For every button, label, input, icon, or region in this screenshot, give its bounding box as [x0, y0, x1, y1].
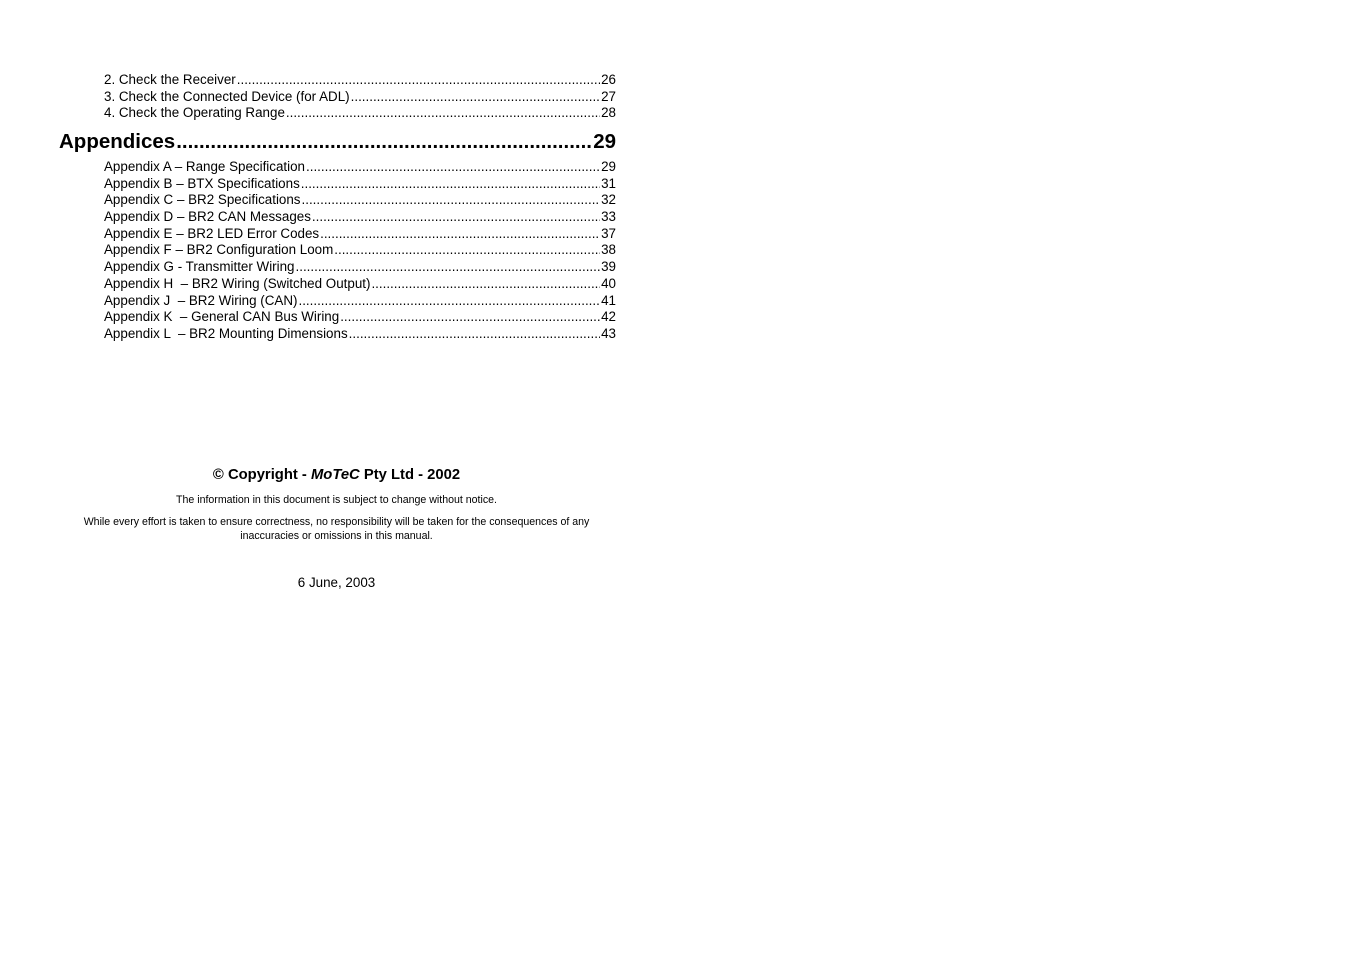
- toc-entry-page: 42: [601, 309, 616, 325]
- toc-leader-dots: [320, 226, 600, 243]
- toc-top-list: [104, 72, 616, 122]
- toc-leader-dots: [351, 89, 600, 106]
- change-notice: The information in this document is subject to change without notice.: [176, 494, 497, 506]
- disclaimer-notice: [59, 516, 614, 543]
- toc-leader-dots: [349, 326, 600, 343]
- toc-entry[interactable]: [104, 293, 616, 310]
- toc-entry[interactable]: [104, 259, 616, 276]
- toc-entry-page: 40: [601, 275, 616, 291]
- toc-entry-label: Appendix K – General CAN Bus Wiring: [104, 309, 340, 325]
- toc-entry-page: 29: [601, 159, 616, 174]
- toc-entry[interactable]: [104, 242, 616, 259]
- copyright-symbol: ©: [212, 467, 224, 483]
- toc-entry-label: Appendix H – BR2 Wiring (Switched Output): [104, 275, 371, 291]
- toc-leader-dots: [312, 209, 600, 226]
- toc-entry[interactable]: [104, 276, 616, 293]
- toc-entry[interactable]: [104, 105, 616, 122]
- toc-leader-dots: [334, 242, 600, 259]
- toc-entry-label: Appendix G - Transmitter Wiring: [104, 259, 295, 275]
- disclaimer-line: inaccuracies or omissions in this manual.: [240, 529, 433, 542]
- toc-entry-label: Appendix L – BR2 Mounting Dimensions: [104, 325, 348, 341]
- toc-entry[interactable]: [104, 309, 616, 326]
- disclaimer-line: While every effort is taken to ensure correctness, no responsibility will be taken for the consequences of any: [83, 516, 590, 528]
- toc-entry-label: Appendix D – BR2 CAN Messages: [104, 209, 311, 225]
- toc-appendix-list: [104, 159, 616, 343]
- toc-heading-page: 29: [593, 130, 616, 153]
- publication-date: 6 June, 2003: [297, 575, 376, 590]
- toc-entry[interactable]: [104, 192, 616, 209]
- toc-leader-dots: [301, 176, 600, 193]
- toc-leader-dots: [298, 293, 600, 310]
- toc-entry[interactable]: [104, 72, 616, 89]
- toc-entry-page: 31: [601, 175, 616, 191]
- toc-entry[interactable]: [104, 159, 616, 176]
- toc-entry[interactable]: [104, 89, 616, 106]
- toc-entry-page: 26: [601, 72, 616, 87]
- toc-leader-dots: [340, 309, 600, 326]
- toc-leader-dots: [296, 259, 601, 276]
- toc-entry-label: Appendix A – Range Specification: [104, 159, 306, 174]
- toc-entry-page: 33: [601, 209, 616, 225]
- toc-entry-label: Appendix F – BR2 Configuration Loom: [104, 242, 334, 258]
- copyright-suffix: Pty Ltd - 2002: [359, 467, 461, 483]
- toc-entry-label: Appendix J – BR2 Wiring (CAN): [104, 292, 298, 308]
- copyright-prefix: Copyright -: [227, 467, 311, 483]
- toc-entry[interactable]: [104, 326, 616, 343]
- company-name: MoTeC: [310, 467, 360, 483]
- toc-entry-label: Appendix B – BTX Specifications: [104, 175, 300, 191]
- toc-entry-page: 32: [601, 192, 616, 208]
- toc-heading-label: Appendices: [59, 130, 176, 153]
- toc-leader-dots: [176, 128, 591, 156]
- toc-entry-page: 27: [601, 88, 616, 104]
- toc-leader-dots: [302, 192, 601, 209]
- toc-heading-appendices[interactable]: [59, 128, 616, 156]
- toc-leader-dots: [286, 105, 600, 122]
- copyright-line: [59, 465, 614, 485]
- toc-entry-label: Appendix E – BR2 LED Error Codes: [104, 225, 320, 241]
- toc-leader-dots: [306, 159, 600, 176]
- toc-entry-label: 3. Check the Connected Device (for ADL): [104, 88, 350, 104]
- toc-entry[interactable]: [104, 209, 616, 226]
- toc-entry-page: 43: [601, 325, 616, 341]
- toc-entry-page: 28: [601, 105, 616, 121]
- toc-leader-dots: [237, 72, 600, 89]
- toc-entry-label: 2. Check the Receiver: [104, 72, 236, 87]
- toc-entry-label: 4. Check the Operating Range: [104, 105, 285, 121]
- toc-entry[interactable]: [104, 176, 616, 193]
- toc-entry-page: 39: [601, 259, 616, 275]
- toc-leader-dots: [371, 276, 600, 293]
- toc-entry-page: 41: [601, 292, 616, 308]
- toc-entry-page: 38: [601, 242, 616, 258]
- toc-entry-page: 37: [601, 225, 616, 241]
- toc-entry-label: Appendix C – BR2 Specifications: [104, 192, 301, 208]
- toc-entry[interactable]: [104, 226, 616, 243]
